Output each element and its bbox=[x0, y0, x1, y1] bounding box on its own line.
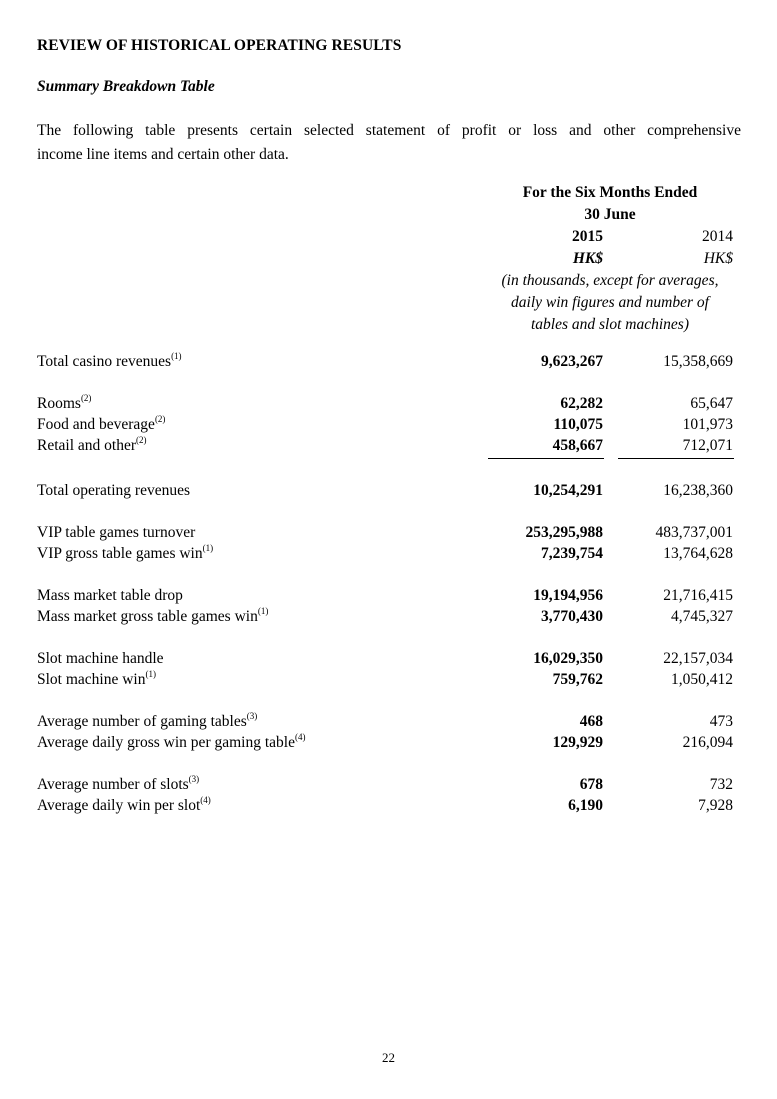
table-row bbox=[37, 395, 733, 417]
value-2015: 759,762 bbox=[552, 671, 603, 688]
value-2014: 22,157,034 bbox=[663, 650, 733, 667]
value-2014: 1,050,412 bbox=[671, 671, 733, 688]
subtotal-rule-2014 bbox=[618, 458, 734, 459]
row-label: VIP table games turnover bbox=[37, 524, 196, 541]
row-label: Average daily win per slot$^{(4)}$ bbox=[37, 795, 211, 814]
value-2015: 129,929 bbox=[552, 734, 603, 751]
page-number: 22 bbox=[382, 1050, 395, 1065]
value-2014: 16,238,360 bbox=[663, 482, 733, 499]
value-2015: 19,194,956 bbox=[533, 587, 603, 604]
row-label: Total casino revenues$^{(1)}$ bbox=[37, 351, 182, 370]
table-row bbox=[37, 482, 733, 504]
currency-2015-header: HK$ bbox=[572, 250, 603, 267]
value-2014: 101,973 bbox=[682, 416, 733, 433]
year-2014-header: 2014 bbox=[702, 228, 733, 245]
value-2014: 712,071 bbox=[682, 437, 733, 454]
table-row bbox=[37, 437, 733, 459]
currency-2014-header: HK$ bbox=[703, 250, 733, 267]
value-2015: 9,623,267 bbox=[541, 353, 603, 370]
value-2015: 678 bbox=[579, 776, 603, 793]
row-label: Slot machine handle bbox=[37, 650, 164, 667]
intro-line-2: income line items and certain other data. bbox=[37, 146, 289, 163]
table-row bbox=[37, 353, 733, 375]
table-row bbox=[37, 671, 733, 693]
row-label: Average number of slots$^{(3)}$ bbox=[37, 774, 200, 793]
value-2014: 732 bbox=[709, 776, 733, 793]
value-2014: 216,094 bbox=[682, 734, 733, 751]
value-2014: 4,745,327 bbox=[671, 608, 733, 625]
row-label: Average number of gaming tables$^{(3)}$ bbox=[37, 711, 258, 730]
period-header bbox=[470, 182, 750, 226]
value-2014: 473 bbox=[709, 713, 733, 730]
value-2015: 16,029,350 bbox=[533, 650, 603, 667]
table-row bbox=[37, 713, 733, 735]
units-note bbox=[466, 270, 754, 336]
table-row bbox=[37, 734, 733, 756]
table-row bbox=[37, 797, 733, 819]
row-label: Mass market table drop bbox=[37, 587, 183, 604]
row-label: Mass market gross table games win$^{(1)}$ bbox=[37, 606, 269, 625]
row-label: Retail and other$^{(2)}$ bbox=[37, 435, 147, 454]
value-2015: 458,667 bbox=[552, 437, 603, 454]
row-label: Food and beverage$^{(2)}$ bbox=[37, 414, 166, 433]
table-row bbox=[37, 587, 733, 609]
value-2015: 3,770,430 bbox=[541, 608, 603, 625]
value-2015: 7,239,754 bbox=[541, 545, 603, 562]
subtotal-rule-2015 bbox=[488, 458, 604, 459]
period-header-line-2: 30 June bbox=[584, 206, 636, 223]
value-2015: 110,075 bbox=[553, 416, 603, 433]
value-2015: 10,254,291 bbox=[533, 482, 603, 499]
value-2015: 253,295,988 bbox=[525, 524, 603, 541]
value-2014: 21,716,415 bbox=[663, 587, 733, 604]
value-2015: 62,282 bbox=[560, 395, 603, 412]
intro-line-1: The following table presents certain selected statement of profit or loss and other comprehensive bbox=[37, 122, 741, 139]
value-2015: 6,190 bbox=[568, 797, 603, 814]
table-subheading: Summary Breakdown Table bbox=[37, 78, 215, 95]
table-row bbox=[37, 545, 733, 567]
row-label: VIP gross table games win$^{(1)}$ bbox=[37, 543, 214, 562]
value-2014: 483,737,001 bbox=[655, 524, 733, 541]
value-2014: 13,764,628 bbox=[663, 545, 733, 562]
row-label: Rooms$^{(2)}$ bbox=[37, 393, 92, 412]
intro-paragraph bbox=[37, 119, 741, 167]
section-heading: REVIEW OF HISTORICAL OPERATING RESULTS bbox=[37, 37, 402, 54]
value-2015: 468 bbox=[579, 713, 603, 730]
period-header-line-1: For the Six Months Ended bbox=[522, 184, 698, 201]
value-2014: 65,647 bbox=[690, 395, 733, 412]
table-row bbox=[37, 524, 733, 546]
units-note-line-3: tables and slot machines) bbox=[531, 316, 689, 333]
row-label: Slot machine win$^{(1)}$ bbox=[37, 669, 156, 688]
table-row bbox=[37, 608, 733, 630]
value-2014: 15,358,669 bbox=[663, 353, 733, 370]
units-note-line-2: daily win figures and number of bbox=[511, 294, 709, 311]
table-row bbox=[37, 650, 733, 672]
row-label: Total operating revenues bbox=[37, 482, 190, 499]
row-label: Average daily gross win per gaming table$^{(4)}$ bbox=[37, 732, 306, 751]
year-2015-header: 2015 bbox=[572, 228, 603, 245]
units-note-line-1: (in thousands, except for averages, bbox=[501, 272, 719, 289]
value-2014: 7,928 bbox=[698, 797, 733, 814]
table-row bbox=[37, 776, 733, 798]
